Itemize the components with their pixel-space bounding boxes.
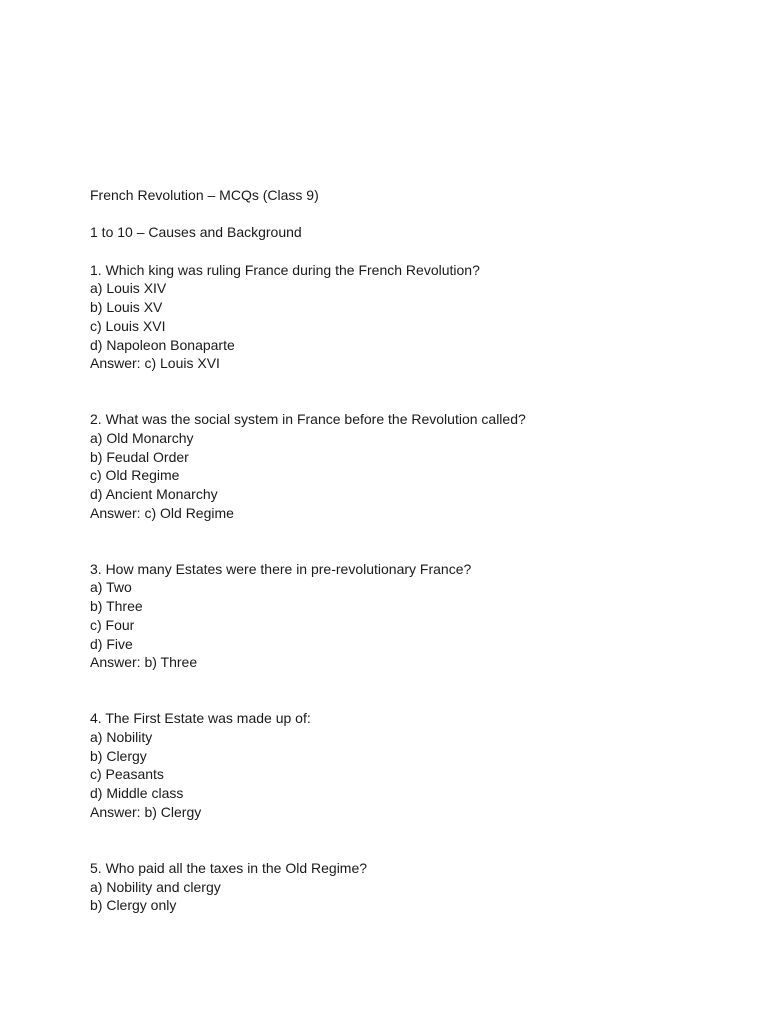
question-prompt: 2. What was the social system in France before the Revolution called? [90,411,526,428]
spacer [90,373,730,410]
question-option: a) Old Monarchy [90,429,194,446]
question-option: a) Two [90,579,132,596]
question-option: b) Feudal Order [90,448,189,465]
question-option: d) Ancient Monarchy [90,486,218,503]
question-option: a) Nobility [90,728,153,745]
question-answer: Answer: c) Louis XVI [90,355,220,372]
question-option: b) Clergy [90,747,147,764]
section-heading: 1 to 10 – Causes and Background [90,224,302,241]
spacer [90,522,730,559]
question-option: b) Clergy only [90,897,177,914]
question-option: d) Five [90,635,133,652]
question-option: c) Peasants [90,766,164,783]
question-option: b) Three [90,598,143,615]
question-answer: Answer: c) Old Regime [90,504,234,521]
question-prompt: 4. The First Estate was made up of: [90,710,311,727]
spacer [90,672,730,709]
question-2 [90,410,730,522]
question-option: d) Napoleon Bonaparte [90,336,235,353]
question-5 [90,859,730,915]
spacer [90,821,730,858]
question-answer: Answer: b) Three [90,654,198,671]
spacer [90,205,730,224]
question-option: d) Middle class [90,785,184,802]
document-page [90,186,730,915]
question-option: b) Louis XV [90,299,163,316]
question-prompt: 1. Which king was ruling France during the French Revolution? [90,261,480,278]
question-option: c) Old Regime [90,467,180,484]
question-option: c) Four [90,616,135,633]
question-option: a) Nobility and clergy [90,878,221,895]
question-option: c) Louis XVI [90,317,166,334]
question-answer: Answer: b) Clergy [90,803,202,820]
question-prompt: 5. Who paid all the taxes in the Old Regime? [90,859,368,876]
spacer [90,242,730,261]
document-title: French Revolution – MCQs (Class 9) [90,187,319,203]
question-prompt: 3. How many Estates were there in pre-revolutionary France? [90,560,472,577]
question-3 [90,560,730,672]
question-4 [90,709,730,821]
question-option: a) Louis XIV [90,280,167,297]
question-1 [90,261,730,373]
